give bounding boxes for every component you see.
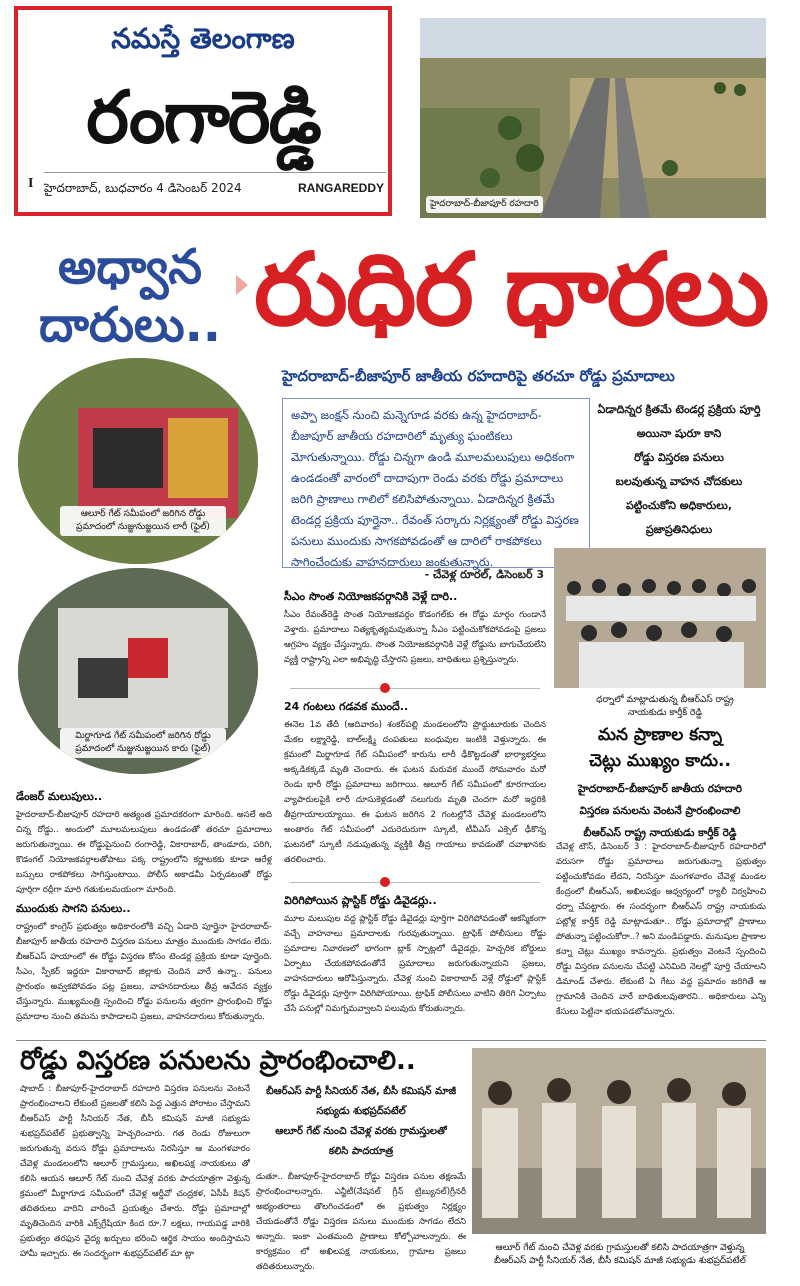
- key-point: పట్టించుకోని అధికారులు,: [625, 499, 733, 512]
- bottom-subhead: బీఆర్ఎస్ పార్టీ సీనియర్ నేత, బీసీ కమిషన్ మాజీ: [265, 1086, 457, 1097]
- divider-dot: [380, 683, 390, 693]
- section-title: డేంజర్ మలుపులు..: [16, 790, 103, 803]
- key-point: ప్రజాప్రతినిధులు: [645, 523, 713, 536]
- car-crash-photo: [16, 566, 260, 776]
- key-points-box: [594, 398, 764, 538]
- section-title: ముందుకు సాగని పనులు..: [16, 902, 131, 915]
- protest-image: [554, 548, 766, 688]
- bottom-subhead-box: [256, 1082, 466, 1162]
- section-title: విరిగిపోయిన ప్లాస్టిక్ రోడ్డు డివైడర్లు..: [284, 894, 437, 907]
- pull-quote-sub: బీఆర్ఎస్ రాష్ట్ర నాయకుడు కార్తీక్ రెడ్డి: [583, 827, 737, 839]
- lorry-photo-caption: ఆలూర్ గేట్ సమీపంలో జరిగిన రోడ్డు ప్రమాదంలో నుజ్జునుజ్జయిన లారీ (ఫైల్): [60, 506, 226, 536]
- padayatra-image: [472, 1048, 766, 1234]
- divider: [290, 688, 540, 689]
- highway-aerial-image: [420, 18, 766, 218]
- pull-quote-sub: విస్తరణ పనులను వెంటనే ప్రారంభించాలి: [579, 805, 741, 817]
- bottom-divider: [16, 1040, 766, 1041]
- headline-arrow: [236, 275, 248, 295]
- bottom-body-left: షాబాద్ : బీజాపూర్-హైదరాబాద్ రహదారి విస్తరణ పనులను వెంటనే ప్రారంభించాలని లేకుంటే ప్రజలతో కలిసి పెద్ద ఎత్తున పోరాటం చేస్తామని బీఆర్ఎస్ పార్టీ సీనియర్ నేత, బీసీ కమిషన్ మాజీ సభ్యుడు శుభప్రద్‌పటేల్ ప్రభుత్వాన్ని హెచ్చరించారు. గత రెండు రోజులుగా జరుగుతున్న వరుస రోడ్డు ప్రమాదాలను నిరసిస్తూ ఆ మంగళవారం చేవెళ్ల మండలంలోని ఆలూర్ గ్రామస్తులు, అఖిలపక్ష నాయకులు తో కలిసి ఆయన ఆలూర్ గేట్ నుంచి చేవెళ్ల వరకు పాదయాత్రగా వెళ్తున్న క్రమంలో మీర్జాగూడ సమీపంలో చేవెళ్ల ఆర్డీవో చంద్రకళ, ఏసీపీ కిషన్ తదితరులు వారిని వారించే ప్రయత్నం చేశారు. రోడ్డు ప్రమాదాల్లో మృతిచెందిన వారికి ఎక్స్‌గ్రేషియా కింద రూ.7 లక్షలు, గాయపడ్డ వారికి ప్రభుత్వం తరఫున వైద్య ఖర్చులు భరించి ఆర్థిక సాయం అందిస్తామని హామీ ఇచ్చారు. ఈ సందర్భంగా శుభప్రద్‌పటేల్ మా ట్లా: [20, 1084, 250, 1259]
- padayatra-photo: [472, 1048, 766, 1234]
- kicker-line2: దారులు..: [38, 297, 222, 353]
- divider-dot: [380, 877, 390, 887]
- bottom-headline: రోడ్డు విస్తరణ పనులను ప్రారంభించాలి..: [20, 1046, 416, 1076]
- main-headline: రుధిర ధారలు: [254, 231, 768, 348]
- protest-photo-caption: ధర్నాలో మాట్లాడుతున్న బీఆర్ఎస్ రాష్ట్ర నాయకుడు కార్తీక్ రెడ్డి: [596, 695, 734, 718]
- kicker-line1: అధ్వాన: [57, 239, 202, 295]
- lead-dateline: - చేవెళ్ల రూరల్, డిసెంబర్ 3: [424, 568, 544, 581]
- section-body: హైదరాబాద్-బీజాపూర్ రహదారి అత్యంత ప్రమాదకరంగా మారింది. అసలే అది చిన్న రోడ్డు.. అందులో మూలమలుపులు ఉండడంతో తరచూ ప్రమాదాలు జరుగుతున్నాయి. ఈ రోడ్డుపైనుంచి రంగారెడ్డి, వికారాబాద్, తాండూరు, పరిగి, కొడంగల్ నియోజకవర్గాలతోపాటు పక్క రాష్ట్రంలోని కర్ణాటకకు కూడా ఆరేళ్ల బస్సులు రాకపోకలు సాగిస్తుంటాయి. పోలీస్ అకాడమీ ఏర్పడటంతో రోడ్డు పూర్తిగా రద్దీగా మారి గతుకులమయంగా మారింది.: [16, 810, 272, 894]
- key-point: బలవుతున్న వాహన చోదకులు: [615, 475, 743, 488]
- section-title: 24 గంటలు గడవక ముందే..: [284, 700, 409, 713]
- highway-aerial-photo: [420, 18, 766, 218]
- pull-quote-line1: మన ప్రాణాల కన్నా: [598, 725, 722, 745]
- key-point: రోడ్డు విస్తరణ పనులు: [634, 451, 724, 464]
- bottom-subhead: కలిసి పాదయాత్ర: [328, 1146, 394, 1157]
- edition-code: RANGAREDDY: [296, 172, 386, 202]
- lead-paragraph: అప్పా జంక్షన్ నుంచి మన్నెగూడ వరకు ఉన్న హైదరాబాద్-బీజాపూర్ జాతీయ రహదారిలో మృత్యు ఘంటికలు మోగుతున్నాయి. రోడ్డు చిన్నగా ఉండి మూలమలుపులు అధికంగా ఉండడంతో వారంలో దాదాపుగా రెండు వరకు రోడ్డు ప్రమాదాలు జరిగి ప్రాణాలు గాలిలో కలిసిపోతున్నాయి. ఏడాదిన్నర క్రితమే టెండర్ల ప్రక్రియ పూర్తైనా.. రేవంత్ సర్కారు నిర్లక్ష్యంతో రోడ్డు విస్తరణ పనులు ముందుకు సాగకపోవడంతో ఆ దారిలో రాకపోకలు సాగించేందుకు వాహనదారులు జంకుతున్నారు.: [282, 398, 590, 568]
- pull-quote-sub: హైదరాబాద్-బీజాపూర్ జాతీయ రహదారి: [577, 783, 743, 795]
- padayatra-photo-caption: ఆలూర్ గేట్ నుంచి చేవెళ్ల వరకు గ్రామస్తులతో కలిసి పాదయాత్రగా వెళ్తున్న బీఆర్ఎస్ పార్టీ సీనియర్ నేత, బీసీ కమిషన్ మాజీ సభ్యుడు శుభప్రద్‌పటేల్: [494, 1243, 746, 1266]
- section-body: రాష్ట్రంలో కాంగ్రెస్ ప్రభుత్వం అధికారంలోకి వచ్చి ఏడాది పూర్తైనా హైదరాబాద్-బీజాపూర్ జాతీయ రహదారి విస్తరణ పనులు మాత్రం ముందుకు సాగడం లేదు. బీఆర్ఎస్ హయాంలో ఈ రోడ్డు విస్తరణ కోసం టెండర్ల ప్రక్రియ కూడా పూర్తైంది. సీఎం, స్పీకర్ ఇద్దరూ వికారాబాద్ జిల్లాకు చెందిన వారే ఉన్నా.. పనులు ప్రారంభం అవ్వకపోవడం పట్ల ప్రజలు, వాహనదారులు తీవ్ర ఆవేదన వ్యక్తం చేస్తున్నారు. ముఖ్యమంత్రి స్పందించి రోడ్డు పనులను త్వరగా ప్రారంభించి రోడ్డు ప్రమాదాల నుంచి తమను కాపాడాలని ప్రజలు, వాహనదారులు కోరుతున్నారు.: [16, 922, 272, 1022]
- divider: [290, 882, 540, 883]
- masthead: [14, 6, 392, 216]
- bottom-body-mid: డుతూ.. బీజాపూర్-హైదరాబాద్ రోడ్డు విస్తరణ పనుల తక్షణమే ప్రారంభించాలన్నారు. ఎన్జీటీ(నేషనల్ గ్రీన్ ట్రిబ్యునల్)గ్రీనరీ అభ్యంతరాలు తొలగించడంలో ఈ ప్రభుత్వం నిర్లక్ష్యం చేయడంతోనే రోడ్డు విస్తరణ పనులు ముందుకు సాగడం లేదని అన్నారు. ఇంకా ఎంతమంది ప్రాణాలు కోల్పోవాలన్నారు. ఈ కార్యక్రమం లో అఖిలపక్ష నాయకులు, గ్రామాల ప్రజలు తదితరులున్నారు.: [256, 1172, 466, 1272]
- dateline: హైదరాబాద్, బుధవారం 4 డిసెంబర్ 2024: [44, 172, 306, 202]
- issue-number: I: [28, 176, 34, 191]
- lorry-crash-photo: [16, 356, 260, 566]
- bottom-subhead: ఆలూర్ గేట్ నుంచి చేవెళ్ల వరకు గ్రామస్తులతో: [275, 1126, 447, 1137]
- right-column-body: చేవెళ్ల టౌన్, డిసెంబర్ 3 : హైదరాబాద్-బీజాపూర్ రహదారిలో వరుసగా రోడ్డు ప్రమాదాలు జరుగుతున్నా ప్రభుత్వం పట్టించుకోవడం లేదని, నిరసిస్తూ మంగళవారం చేవెళ్ల మండల కేంద్రంలో బీఆర్ఎస్, అఖిలపక్షం ఆధ్వర్యంలో ర్యాలీ నిర్వహించి ధర్నా చేపట్టారు. ఈ సందర్భంగా బీఆర్ఎస్ రాష్ట్ర నాయకుడు పట్లోళ్ల కార్తీక్ రెడ్డి మాట్లాడుతూ.. రోడ్డు ప్రమాదాల్లో ప్రాణాలు పోతున్నా పట్టించుకోరా..? అని మండిపడ్డారు. మనుషుల ప్రాణాల కన్నా చెట్లు ముఖ్యం కావన్నారు. ప్రభుత్వం వెంటనే స్పందించి రోడ్డు విస్తరణ పనులను చేపట్టి ఎనిమిది నెలల్లో పూర్తి చేయాలని డిమాండ్ చేశారు. లేకుంటే ఏ గేటు వద్ద ప్రమాదం జరిగితే ఆ గ్రామానికి చెందిన వారే బాధితులవుతారని.. అధికారులు ఎన్ని కేసులు పెట్టినా భయపడబోమన్నారు.: [556, 842, 766, 1017]
- key-point: అయినా షురూ కాని: [636, 427, 722, 440]
- edition-top-label: నమస్తే తెలంగాణ: [111, 22, 295, 55]
- edition-name: రంగారెడ్డి: [86, 75, 320, 159]
- section-body: సీఎం రేవంత్‌రెడ్డి సొంత నియోజకవర్గం కొడంగల్‌కు ఈ రోడ్డు మార్గం గుండానే వెళ్తారు. ప్రమాదాలు నిత్యకృత్యమవుతున్నా సీఎం పట్టించుకోకపోవడంపై ప్రజలు ఆగ్రహం వ్యక్తం చేస్తున్నారు. సొంత నియోజకవర్గానికి వెళ్లే రోడ్డును బాగుచేయలేని వ్యక్తి రాష్ట్రాన్ని ఎలా అభివృద్ధి చేస్తారని ప్రజలు, బాధితులు ప్రశ్నిస్తున్నారు.: [284, 610, 546, 665]
- protest-photo: [554, 548, 766, 688]
- bottom-subhead: సభ్యుడు శుభప్రద్‌పటేల్: [316, 1106, 406, 1117]
- section-body: మూల మలుపుల వద్ద ప్లాస్టిక్ రోడ్డు డివైడర్లు పూర్తిగా విరిగిపోవడంతో ఆకస్మికంగా వచ్చే వాహనాలు ప్రమాదాలకు గురవుతున్నాయి. ట్రాఫిక్ పోలీసులు రోడ్డు ప్రమాదాల నివారణలో భాగంగా బ్లాక్ స్పాట్లలో డివైడర్లు, హెచ్చరిక బోర్డులు ఏర్పాటు చేయకపోవడంతోనే ప్రమాదాలు జరుగుతున్నాయని ప్రజలు, వాహనదారులు ఆరోపిస్తున్నారు. చేవెళ్ల నుంచి వికారాబాద్ వెళ్లే రోడ్డులో ప్లాస్టిక్ రోడ్డు డివైడర్లు పూర్తిగా విరిగిపోయాయి. ట్రాఫిక్ పోలీసులు వాటిని తిరిగి ఏర్పాటు చేసే పనుల్లో నిమగ్నమవ్వాలని పలువురు కోరుతున్నారు.: [284, 914, 546, 1014]
- pull-quote: [554, 722, 766, 844]
- highway-photo-caption: హైదరాబాద్-బీజాపూర్ రహదారి: [426, 196, 543, 213]
- key-point: ఏడాదిన్నర క్రితమే టెండర్ల ప్రక్రియ పూర్తి: [597, 403, 761, 416]
- subheadline: హైదరాబాద్-బీజాపూర్ జాతీయ రహదారిపై తరచూ రోడ్డు ప్రమాదాలు: [282, 367, 675, 385]
- section-body: ఈనెల 1వ తేదీ (ఆదివారం) శంకర్‌పల్లి మండలంలోని ప్రొద్దుటూరుకు చెందిన మేకల లక్ష్మారెడ్డి, బాల్‌లక్ష్మి దంపతులు బంధువుల ఇంటికి వెళ్తున్నారు. ఈ క్రమంలో మిర్జాగూడ గేట్ సమీపంలో కారును లారీ ఢీకొట్టడంతో భార్యాభర్తలు అక్కడికక్కడే మృతి చెందారు. ఈ ఘటన మరువక ముందే సోమవారం మరో రెండు భారీ రోడ్డు ప్రమాదాలు జరిగాయి. ఆలూర్ గేట్ సమీపంలో కూరగాయల వ్యాపారులపైకి లారీ దూసుకెళ్లడంతో నలుగురు మృతి చెందగా మరో ఇద్దరికి తీవ్రగాయాలయ్యాయి. ఈ ఘటన జరిగిన 2 గంటల్లోనే చేవెళ్ల మండలంలోని అంతారం గేట్ సమీపంలో ఎదురెదురుగా స్కూటీ, టీవీఎస్ ఎక్సెల్ ఢీకొన్న ఘటనలో స్కూటీ నడుపుతున్న వ్యక్తికి తీవ్ర గాయాలు కావడంతో దవాఖానకు తరలించారు.: [284, 720, 546, 865]
- car-photo-caption: మిర్జాగూడ గేట్ సమీపంలో జరిగిన రోడ్డు ప్రమాదంలో నుజ్జునుజ్జయిన కారు (ఫైల్): [60, 728, 226, 758]
- pull-quote-line2: చెట్లు ముఖ్యం కాదు..: [589, 751, 731, 771]
- section-title: సీఎం సొంత నియోజకవర్గానికి వెళ్లే దారి..: [284, 590, 458, 603]
